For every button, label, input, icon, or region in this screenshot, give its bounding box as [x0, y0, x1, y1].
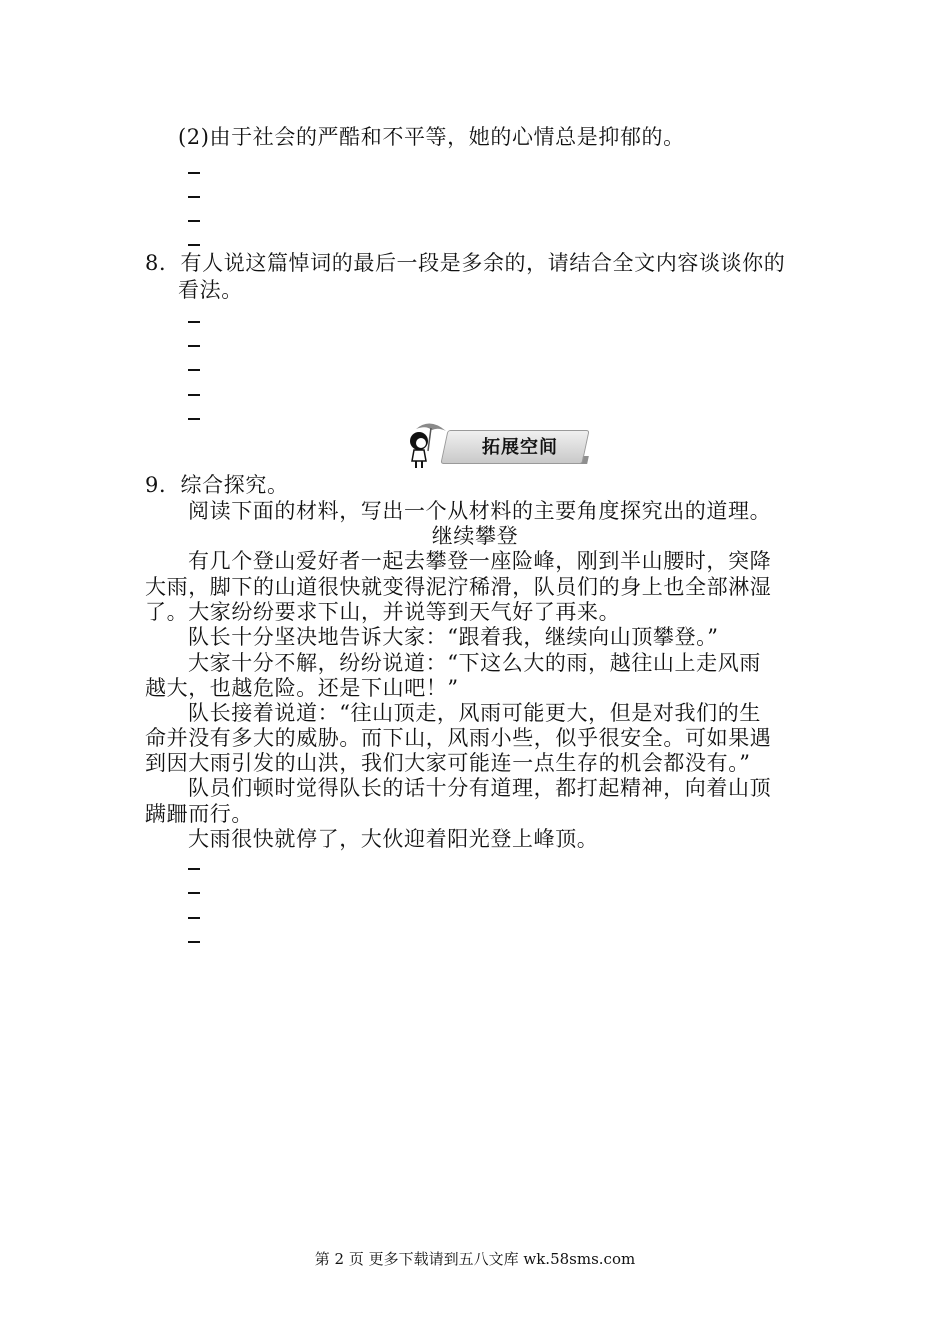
story-line: 大家十分不解，纷纷说道：“下这么大的雨，越往山上走风雨 [188, 651, 761, 675]
q8-line-2: 看法。 [178, 278, 243, 302]
page-footer: 第 2 页 更多下载请到五八文库 wk.58sms.com [314, 1250, 636, 1268]
answer-line [188, 941, 200, 943]
answer-line [188, 196, 200, 198]
answer-line [188, 321, 200, 323]
answer-line [188, 369, 200, 371]
story-line: 大雨很快就停了，大伙迎着阳光登上峰顶。 [188, 827, 599, 851]
story-line: 大雨，脚下的山道很快就变得泥泞稀滑，队员们的身上也全部淋湿 [145, 575, 772, 599]
story-line: 命并没有多大的威胁。而下山，风雨小些，似乎很安全。可如果遇 [145, 726, 772, 750]
section-title: 拓展空间 [482, 437, 558, 458]
answer-line [188, 172, 200, 174]
story-line: 越大，也越危险。还是下山吧！” [145, 676, 459, 700]
answer-line [188, 220, 200, 222]
answer-line [188, 244, 200, 246]
q7-item-2: (2)由于社会的严酷和不平等，她的心情总是抑郁的。 [178, 125, 685, 149]
answer-line [188, 394, 200, 396]
story-title: 继续攀登 [431, 524, 519, 548]
story-line: 队员们顿时觉得队长的话十分有道理，都打起精神，向着山顶 [188, 776, 772, 800]
q9-instruction: 阅读下面的材料，写出一个从材料的主要角度探究出的道理。 [188, 499, 772, 523]
story-line: 有几个登山爱好者一起去攀登一座险峰，刚到半山腰时，突降 [188, 549, 772, 573]
answer-line [188, 892, 200, 894]
story-line: 队长接着说道：“往山顶走，风雨可能更大，但是对我们的生 [188, 701, 761, 725]
q9-heading: 9．综合探究。 [145, 473, 289, 497]
answer-line [188, 345, 200, 347]
story-line: 到因大雨引发的山洪，我们大家可能连一点生存的机会都没有。” [145, 751, 751, 775]
answer-line [188, 917, 200, 919]
story-line: 蹒跚而行。 [145, 802, 253, 826]
answer-line [188, 868, 200, 870]
story-line: 队长十分坚决地告诉大家：“跟着我，继续向山顶攀登。” [188, 625, 719, 649]
story-line: 了。大家纷纷要求下山，并说等到天气好了再来。 [145, 600, 621, 624]
answer-line [188, 418, 200, 420]
q8-line-1: 8．有人说这篇悼词的最后一段是多余的，请结合全文内容谈谈你的 [145, 251, 786, 275]
section-banner [398, 419, 590, 471]
